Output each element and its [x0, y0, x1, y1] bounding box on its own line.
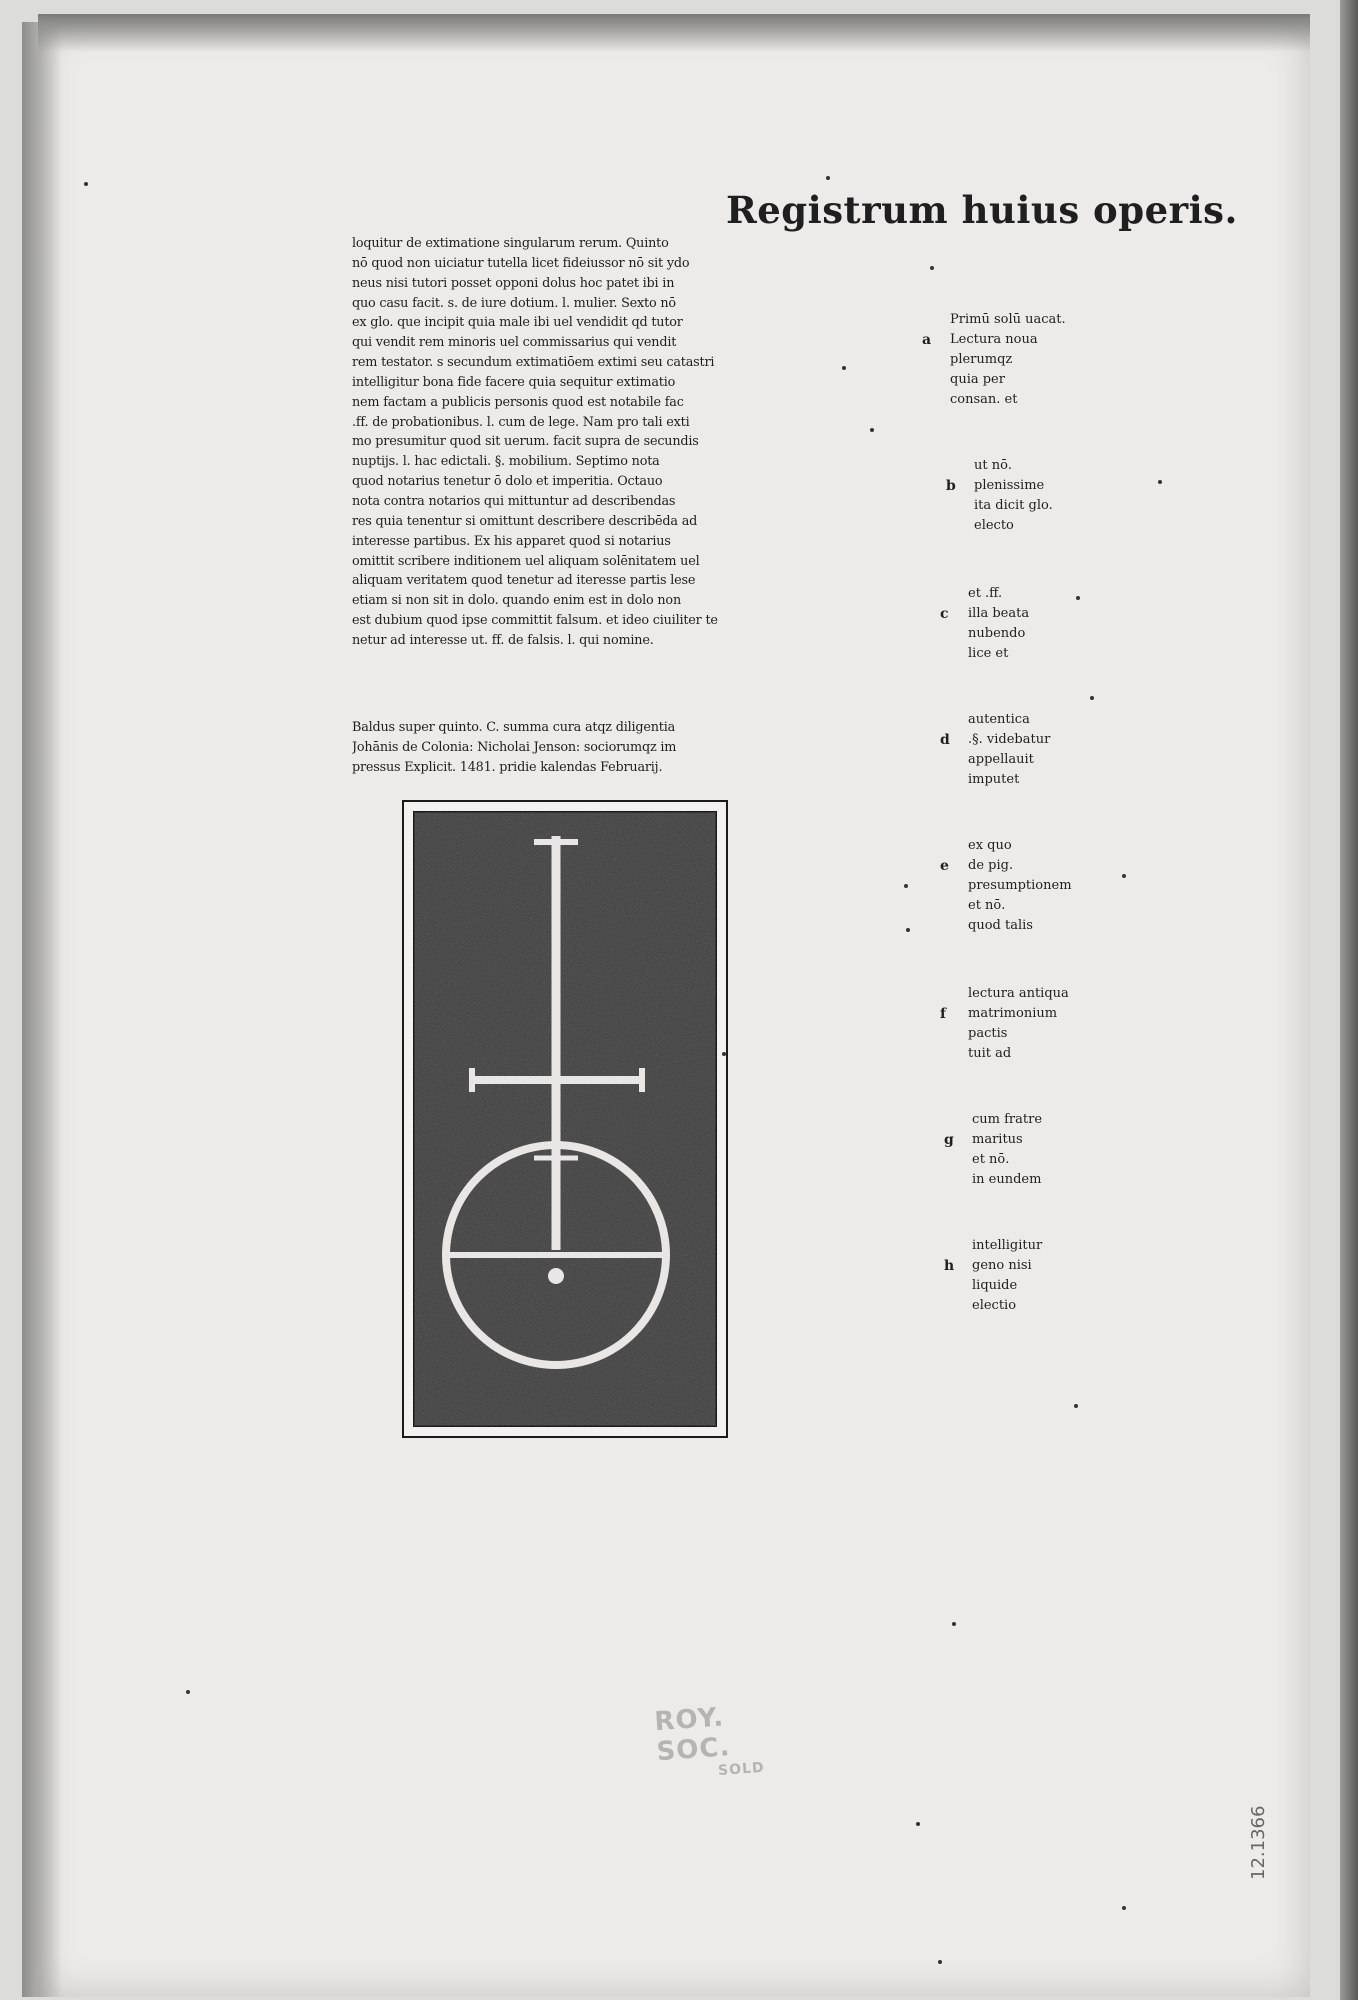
body-line: qui vendit rem minoris uel commissarius qui vendit	[352, 335, 677, 351]
scan-edge-right	[1340, 0, 1358, 2000]
body-line: loquitur de extimatione singularum rerum. Quinto	[352, 236, 669, 251]
paper-speck	[904, 884, 908, 888]
page-top-shadow	[38, 14, 1310, 52]
stamp-subtext: SOLD	[717, 1759, 766, 1779]
body-line: quod notarius tenetur ō dolo et imperitia. Octauo	[352, 474, 663, 490]
register-line: consan. et	[950, 392, 1018, 407]
paper-speck	[1122, 1906, 1126, 1910]
register-letter: d	[940, 732, 950, 748]
body-line: etiam si non sit in dolo. quando enim est in dolo non	[352, 593, 681, 609]
paper-speck	[84, 182, 88, 186]
register-line: tuit ad	[968, 1046, 1012, 1061]
register-letter: f	[940, 1006, 947, 1022]
paper-speck	[1074, 1404, 1078, 1408]
paper-speck	[930, 266, 934, 270]
register-letter: c	[940, 606, 949, 622]
colophon-line: Johānis de Colonia: Nicholai Jenson: sociorumqz im	[352, 740, 677, 755]
register-line: quia per	[950, 372, 1005, 387]
paper-speck	[870, 428, 874, 432]
register-line: imputet	[968, 772, 1020, 787]
register-line: appellauit	[968, 752, 1034, 767]
register-line: presumptionem	[968, 878, 1072, 893]
body-line: netur ad interesse ut. ff. de falsis. l. qui nomine.	[352, 632, 654, 648]
register-line: illa beata	[968, 606, 1030, 621]
paper-speck	[1090, 696, 1094, 700]
page-left-shadow	[22, 22, 62, 1997]
body-line: est dubium quod ipse committit falsum. et ideo ciuiliter te	[352, 613, 718, 629]
register-line: nubendo	[968, 626, 1026, 641]
paper-speck	[1122, 874, 1126, 878]
register-line: Primū solū uacat.	[950, 312, 1066, 327]
body-text-block	[352, 234, 732, 651]
register-line: in eundem	[972, 1172, 1042, 1187]
paper-speck	[938, 1960, 942, 1964]
register-line: .§. videbatur	[968, 732, 1051, 747]
body-line: .ff. de probationibus. l. cum de lege. Nam pro tali exti	[352, 414, 690, 430]
paper-speck	[952, 1622, 956, 1626]
register-heading: Registrum huius operis.	[726, 188, 1238, 232]
shelfmark-label: 12.1366	[1248, 1805, 1269, 1880]
register-group-a	[922, 310, 1066, 410]
register-letter: g	[944, 1132, 954, 1148]
body-line: nem factam a publicis personis quod est notabile fac	[352, 394, 684, 410]
paper-speck	[842, 366, 846, 370]
body-line: interesse partibus. Ex his apparet quod si notarius	[352, 533, 671, 549]
colophon-line: pressus Explicit. 1481. pridie kalendas Februarij.	[352, 760, 663, 775]
body-line: omittit scribere inditionem uel aliquam solēnitatem uel	[352, 553, 700, 569]
library-stamp	[654, 1697, 809, 1783]
register-line: lice et	[968, 646, 1009, 661]
body-line: mo presumitur quod sit uerum. facit supra de secundis	[352, 434, 699, 450]
register-line: lectura antiqua	[968, 986, 1069, 1001]
stamp-text: ROY. SOC.	[653, 1702, 732, 1768]
body-line: quo casu facit. s. de iure dotium. l. mulier. Sexto nō	[352, 295, 676, 311]
register-group-f	[940, 984, 1069, 1064]
paper-speck	[1076, 596, 1080, 600]
colophon-block	[352, 718, 732, 778]
register-line: plerumqz	[950, 352, 1013, 367]
register-line: ut nō.	[974, 458, 1013, 473]
paper-speck	[826, 176, 830, 180]
register-line: et nō.	[972, 1152, 1010, 1167]
register-line: plenissime	[974, 478, 1045, 493]
body-line: intelligitur bona fide facere quia sequitur extimatio	[352, 374, 676, 390]
register-group-c	[940, 584, 1030, 664]
register-line: autentica	[968, 712, 1030, 727]
body-line: ex glo. que incipit quia male ibi uel vendidit qd tutor	[352, 315, 683, 331]
register-line: ex quo	[968, 838, 1012, 853]
register-group-d	[940, 710, 1051, 790]
register-line: matrimonium	[968, 1006, 1058, 1021]
register-letter: h	[944, 1258, 955, 1274]
register-group-g	[944, 1110, 1043, 1190]
emblem-center-dot	[548, 1268, 564, 1284]
register-line: ita dicit glo.	[974, 498, 1053, 513]
paper-speck	[906, 928, 910, 932]
paper-speck	[916, 1822, 920, 1826]
register-line: et .ff.	[968, 586, 1003, 601]
printers-mark-woodcut	[402, 800, 728, 1438]
paper-speck	[722, 1052, 726, 1056]
register-letter: a	[922, 332, 932, 348]
body-line: neus nisi tutori posset opponi dolus hoc patet ibi in	[352, 275, 675, 291]
colophon-line: Baldus super quinto. C. summa cura atqz diligentia	[352, 720, 676, 735]
register-line: electio	[972, 1298, 1017, 1313]
register-line: quod talis	[968, 918, 1033, 933]
register-group-h	[944, 1236, 1043, 1316]
paper-speck	[186, 1690, 190, 1694]
body-line: res quia tenentur si omittunt describere describēda ad	[352, 513, 698, 529]
register-line: geno nisi	[972, 1258, 1032, 1273]
register-line: maritus	[972, 1132, 1023, 1147]
body-line: nota contra notarios qui mittuntur ad describendas	[352, 493, 676, 509]
register-line: cum fratre	[972, 1112, 1043, 1127]
register-line: de pig.	[968, 858, 1014, 873]
body-line: aliquam veritatem quod tenetur ad iteresse partis lese	[352, 573, 696, 589]
register-line: electo	[974, 518, 1014, 533]
register-line: intelligitur	[972, 1238, 1043, 1253]
body-line: nō quod non uiciatur tutella licet fideiussor nō sit ydo	[352, 255, 690, 271]
register-letter: e	[940, 858, 949, 874]
register-line: pactis	[968, 1026, 1008, 1041]
register-line: Lectura noua	[950, 332, 1038, 347]
register-letter: b	[946, 478, 956, 494]
register-group-b	[946, 456, 1053, 536]
body-line: rem testator. s secundum extimatiōem extimi seu catastri	[352, 355, 715, 371]
paper-speck	[1158, 480, 1162, 484]
body-line: nuptijs. l. hac edictali. §. mobilium. Septimo nota	[352, 454, 660, 470]
register-group-e	[940, 836, 1072, 936]
register-line: liquide	[972, 1278, 1018, 1293]
register-line: et nō.	[968, 898, 1006, 913]
